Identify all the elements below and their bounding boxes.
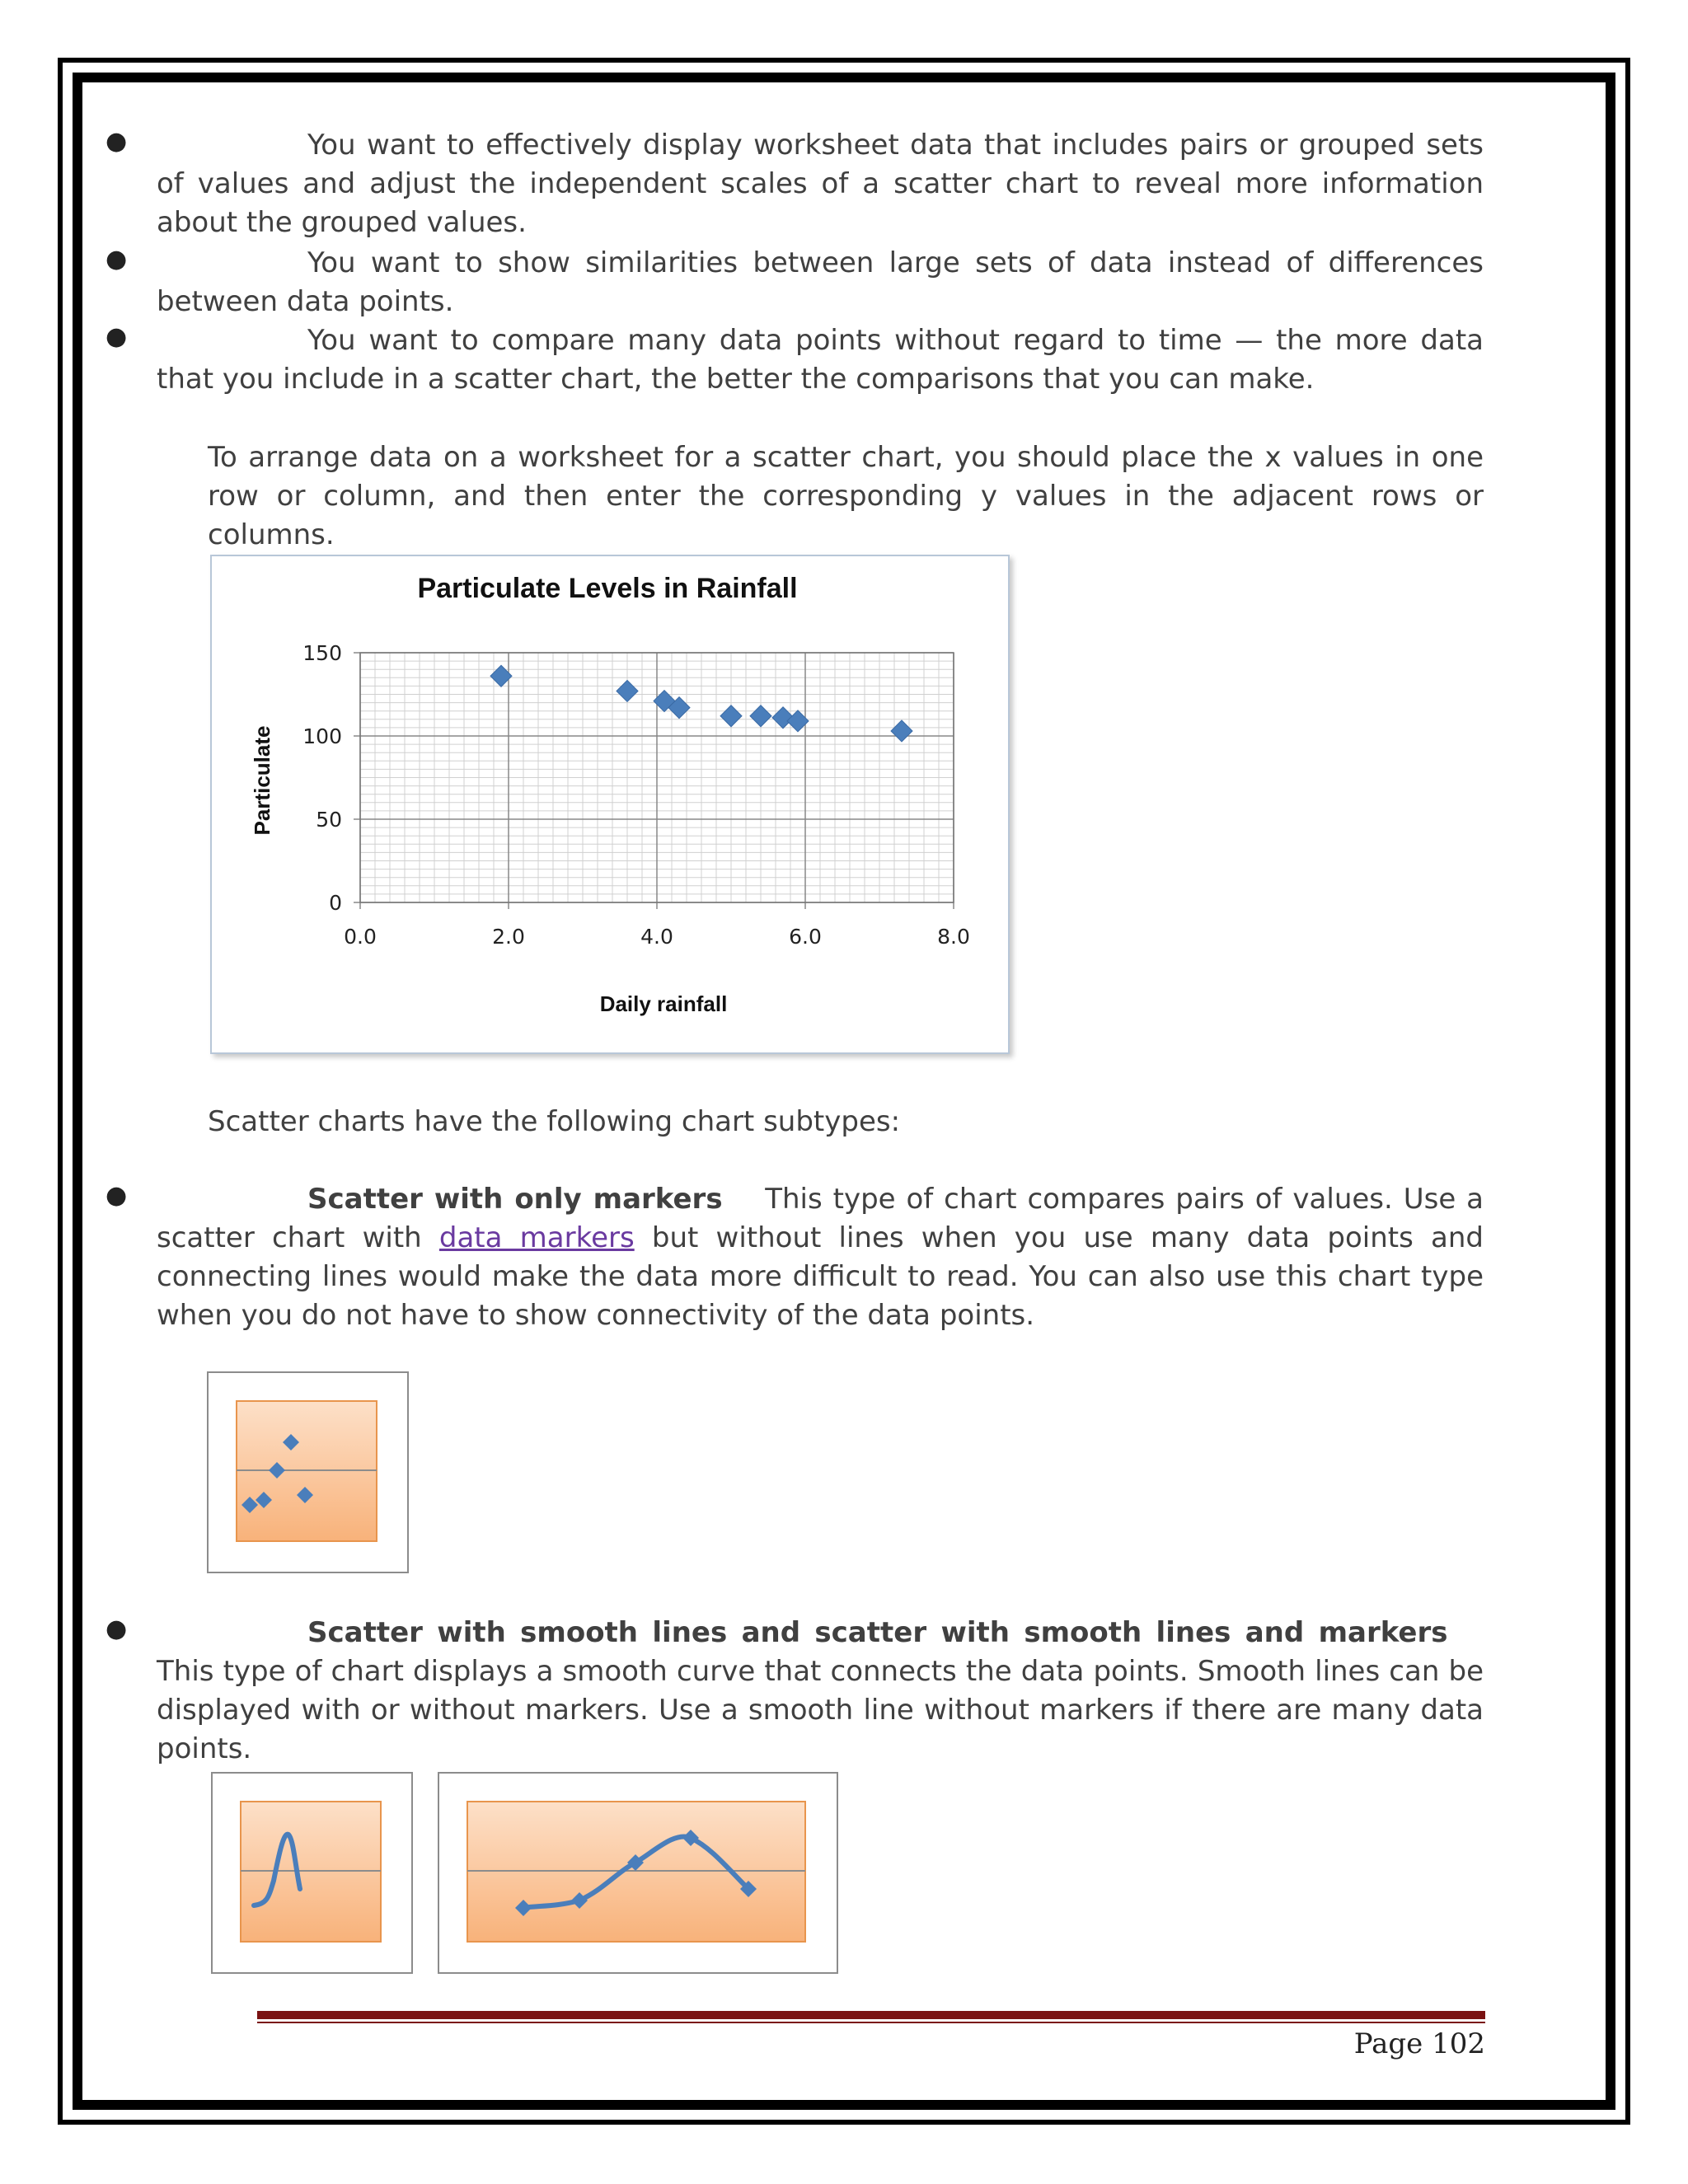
- chart-grid: [354, 653, 954, 909]
- bullet-paragraph-3: You want to compare many data points without regard to time — the more data that you include in a scatter chart, the better the comparisons that you can make.: [157, 324, 1484, 396]
- x-tick-label: 4.0: [640, 925, 673, 949]
- x-tick-label: 2.0: [492, 925, 525, 949]
- x-tick-label: 8.0: [937, 925, 970, 949]
- bullet-dot: ●: [106, 127, 128, 156]
- subtype1-paragraph: Scatter with only markers This type of chart compares pairs of values. Use a scatter chart with data markers but without lines when you use many data points and connecting lines would make the data more difficult to read. You can also use this chart type when you do not have to show connectivity of the data points.: [157, 1183, 1484, 1332]
- y-tick-label: 100: [302, 724, 342, 748]
- subtype2-paragraph: Scatter with smooth lines and scatter with smooth lines and markers This type of chart displays a smooth curve that connects the data points. Smooth lines can be displayed with or without markers. Use a smooth line without markers if there are many data points.: [157, 1616, 1484, 1765]
- bullet-dot: ●: [106, 1615, 128, 1643]
- subtype2-title: Scatter with smooth lines and scatter with smooth lines and markers: [307, 1616, 1448, 1649]
- arrange-paragraph: To arrange data on a worksheet for a scatter chart, you should place the x values in one row or column, and then enter the corresponding y values in the adjacent rows or columns.: [208, 441, 1484, 551]
- y-tick-label: 150: [302, 641, 342, 665]
- data-markers-link[interactable]: data markers: [438, 1221, 635, 1254]
- smooth-line-icon: [211, 1772, 413, 1974]
- bullet-dot: ●: [106, 322, 128, 351]
- scatter-point: [750, 705, 771, 727]
- scatter-chart: [210, 555, 1010, 1054]
- footer-rule-thin: [257, 2022, 1485, 2023]
- smooth-line-markers-thumbnail: [439, 1774, 837, 1972]
- bullet-dot: ●: [106, 1181, 128, 1210]
- subtype1-title: Scatter with only markers: [307, 1183, 723, 1216]
- chart-title: Particulate Levels in Rainfall: [417, 573, 798, 604]
- bullet-dot: ●: [106, 245, 128, 274]
- smooth-line-markers-icon: [438, 1772, 838, 1974]
- chart-svg: [212, 556, 1008, 1052]
- y-tick-label: 0: [329, 891, 342, 915]
- scatter-point: [617, 680, 638, 701]
- footer-rule-thick: [257, 2011, 1485, 2019]
- bullet-paragraph-1: You want to effectively display worksheet data that includes pairs or grouped sets of values and adjust the independent scales of a scatter chart to reveal more information about the grouped values.: [157, 129, 1484, 239]
- smooth-line-thumbnail: [213, 1774, 411, 1972]
- x-tick-label: 6.0: [789, 925, 822, 949]
- scatter-markers-icon: [207, 1371, 409, 1573]
- page-number: Page 102: [1353, 2027, 1485, 2060]
- scatter-point: [720, 705, 742, 727]
- scatter-markers-thumbnail: [209, 1373, 407, 1572]
- chart-xlabel: Daily rainfall: [599, 991, 728, 1016]
- x-tick-label: 0.0: [344, 925, 377, 949]
- bullet-paragraph-2: You want to show similarities between large sets of data instead of differences between data points.: [157, 246, 1484, 318]
- chart-ylabel: Particulate: [250, 725, 274, 836]
- subtypes-intro: Scatter charts have the following chart subtypes:: [208, 1105, 901, 1138]
- y-tick-label: 50: [316, 808, 342, 832]
